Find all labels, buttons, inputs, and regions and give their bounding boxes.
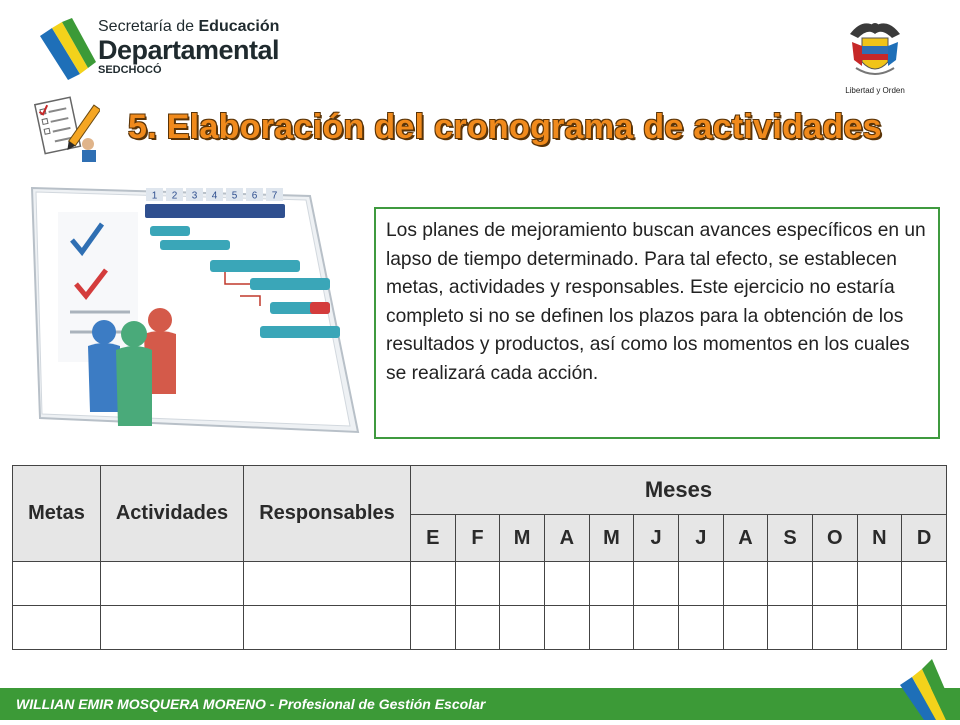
table-cell (678, 606, 723, 650)
month-cell: N (857, 515, 902, 562)
table-row (13, 606, 947, 650)
gantt-number-row (146, 188, 283, 202)
description-box (374, 207, 940, 439)
sedchoco-logo (38, 18, 288, 82)
gantt-number: 5 (231, 190, 238, 202)
gantt-number: 1 (151, 190, 158, 202)
table-cell (13, 562, 101, 606)
table-cell (634, 606, 679, 650)
table-cell (544, 606, 589, 650)
table-cell (244, 562, 411, 606)
table-cell (768, 606, 813, 650)
description-text: Los planes de mejoramiento buscan avances específicos en un lapso de tiempo determinado. Para tal efecto, se establecen metas, actividades y responsables. Este ejercicio no estaría completo si no se definen los plazos para la obtención de los resultados y productos, así como los momentos en los cuales se realizará cada acción. (386, 220, 926, 384)
table-cell (812, 606, 857, 650)
gantt-number: 4 (211, 190, 218, 202)
table-cell (812, 562, 857, 606)
gantt-number: 6 (251, 190, 258, 202)
table-cell (768, 562, 813, 606)
schedule-table (12, 465, 947, 650)
gantt-illustration (10, 182, 370, 440)
table-cell (500, 606, 545, 650)
month-cell: A (723, 515, 768, 562)
month-cell: F (455, 515, 500, 562)
header-actividades: Actividades (101, 466, 244, 562)
table-cell (589, 562, 634, 606)
coat-of-arms-icon (842, 16, 908, 86)
table-cell (411, 562, 456, 606)
table-cell (411, 606, 456, 650)
table-cell (500, 562, 545, 606)
logo-line3: SEDCHOCÓ (98, 64, 162, 76)
table-cell (857, 606, 902, 650)
header-meses: Meses (411, 466, 947, 515)
month-cell: J (678, 515, 723, 562)
corner-chevron-icon (890, 645, 960, 720)
month-cell: M (589, 515, 634, 562)
table-cell (244, 606, 411, 650)
month-cell: A (544, 515, 589, 562)
month-cell: S (768, 515, 813, 562)
table-cell (101, 606, 244, 650)
table-cell (723, 562, 768, 606)
table-cell (455, 562, 500, 606)
logo-line2: Departamental (98, 35, 280, 65)
table-cell (101, 562, 244, 606)
table-cell (544, 562, 589, 606)
logo-line1-bold: Educación (198, 18, 280, 35)
month-cell: M (500, 515, 545, 562)
footer-bar (0, 688, 960, 720)
table-cell (723, 606, 768, 650)
crest-motto: Libertad y Orden (845, 86, 905, 95)
table-header-row (13, 466, 947, 515)
logo-line1-normal: Secretaría de (98, 18, 199, 35)
table-cell (455, 606, 500, 650)
table-row (13, 562, 947, 606)
table-cell (13, 606, 101, 650)
month-cell: J (634, 515, 679, 562)
month-cell: O (812, 515, 857, 562)
footer-author: WILLIAN EMIR MOSQUERA MORENO - Profesional de Gestión Escolar (16, 696, 486, 712)
table-cell (634, 562, 679, 606)
table-cell (902, 562, 947, 606)
gantt-number: 7 (271, 190, 278, 202)
logo-chevron-icon (38, 18, 100, 82)
gantt-number: 3 (191, 190, 198, 202)
gantt-number: 2 (171, 190, 178, 202)
checklist-pencil-icon (30, 92, 100, 162)
table-cell (678, 562, 723, 606)
header-metas: Metas (13, 466, 101, 562)
table-cell (857, 562, 902, 606)
coat-of-arms (842, 16, 908, 102)
month-cell: D (902, 515, 947, 562)
table-cell (589, 606, 634, 650)
page-title: 5. Elaboración del cronograma de actividades (128, 108, 882, 146)
table-cell (902, 606, 947, 650)
header-responsables: Responsables (244, 466, 411, 562)
month-cell: E (411, 515, 456, 562)
